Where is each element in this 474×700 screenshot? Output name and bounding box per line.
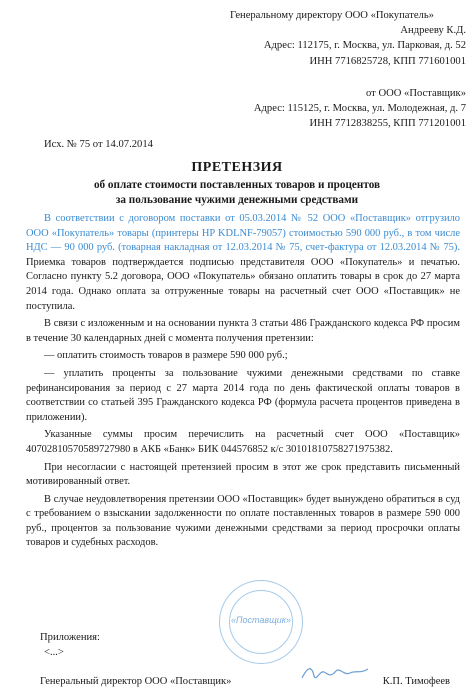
demand-item-2: — уплатить проценты за пользование чужими денежными средствами по ставке рефинансирования за период с 27 марта 2014 года по день фактической оплаты товаров в соответствии со статьей 395 Гражданского кодекса РФ (формула расчета процентов приведена в приложении). <box>26 367 460 423</box>
signer-name: К.П. Тимофеев <box>382 676 450 687</box>
sender-line-1: от ООО «Поставщик» <box>366 88 466 99</box>
paragraph-payment: Указанные суммы просим перечислить на расчетный счет ООО «Поставщик» 40702810570589727980 в АКБ «Банк» БИК 044576852 к/с 30101810758271975382. <box>26 429 460 455</box>
subtitle-line-2: за пользование чужими денежными средствами <box>115 193 359 206</box>
recipient-line-1: Генеральному директору ООО «Покупатель» <box>230 10 434 21</box>
appendix-label: Приложения: <box>40 632 100 643</box>
document-title: ПРЕТЕНЗИЯ <box>191 160 283 175</box>
sender-block <box>230 86 466 132</box>
company-stamp <box>219 580 303 664</box>
appendix-block <box>40 631 100 660</box>
letter-body <box>26 212 460 554</box>
stamp-text: «Поставщик» <box>230 615 292 625</box>
paragraph-1-rest: Приемка товаров подтверждается подписью представителя ООО «Покупатель» и печатью. Согласно пункту 5.2 договора, ООО «Покупатель» обязано оплатить товары в срок до 27 марта 2014 года. Однако оплата за отгруженные товары на расчетный счет ООО «Поставщик» не поступила. <box>26 256 460 312</box>
document-subtitle <box>0 178 474 207</box>
outgoing-reference: Исх. № 75 от 14.07.2014 <box>44 139 153 150</box>
subtitle-line-1: об оплате стоимости поставленных товаров и процентов <box>93 179 381 191</box>
paragraph-court: В случае неудовлетворения претензии ООО «Поставщик» будет вынуждено обратиться в суд с требованием о взыскании задолженности по оплате поставленных товаров в размере 590 000 руб., процентов за пользование чужими денежными средствами за период просрочки оплаты товаров и судебных расходов. <box>26 493 460 549</box>
recipient-line-3: Адрес: 112175, г. Москва, ул. Парковая, д. 52 <box>263 40 466 52</box>
signer-position: Генеральный директор ООО «Поставщик» <box>40 676 232 687</box>
sender-line-3: ИНН 7712838255, КПП 771201001 <box>309 118 466 130</box>
paragraph-disagreement: При несогласии с настоящей претензией просим в этот же срок представить письменный мотивированный ответ. <box>26 461 460 488</box>
paragraph-2: В связи с изложенным и на основании пункта 3 статьи 486 Гражданского кодекса РФ просим в течение 30 календарных дней с момента получения претензии: <box>26 318 460 344</box>
highlighted-contract-text: В соответствии с договором поставки от 05.03.2014 № 52 ООО «Поставщик» отгрузило ООО «Покупатель» товары (принтеры HP KDLNF-79057) стоимостью 590 000 руб., в том числе НДС — 90 000 руб. (товарная накладная от 12.03.2014 № 75, счет-фактура от 12.03.2014 № 75). <box>26 213 460 254</box>
appendix-value: <...> <box>44 646 64 658</box>
demand-item-1: — оплатить стоимость товаров в размере 590 000 руб.; <box>44 350 288 362</box>
recipient-block <box>230 8 466 69</box>
paragraph-1 <box>26 212 460 314</box>
recipient-line-2: Андрееву К.Д. <box>400 25 466 37</box>
signature-line <box>40 676 450 687</box>
recipient-line-4: ИНН 7716825728, КПП 771601001 <box>309 55 466 67</box>
sender-line-2: Адрес: 115125, г. Москва, ул. Молодежная, д. 7 <box>253 103 466 115</box>
